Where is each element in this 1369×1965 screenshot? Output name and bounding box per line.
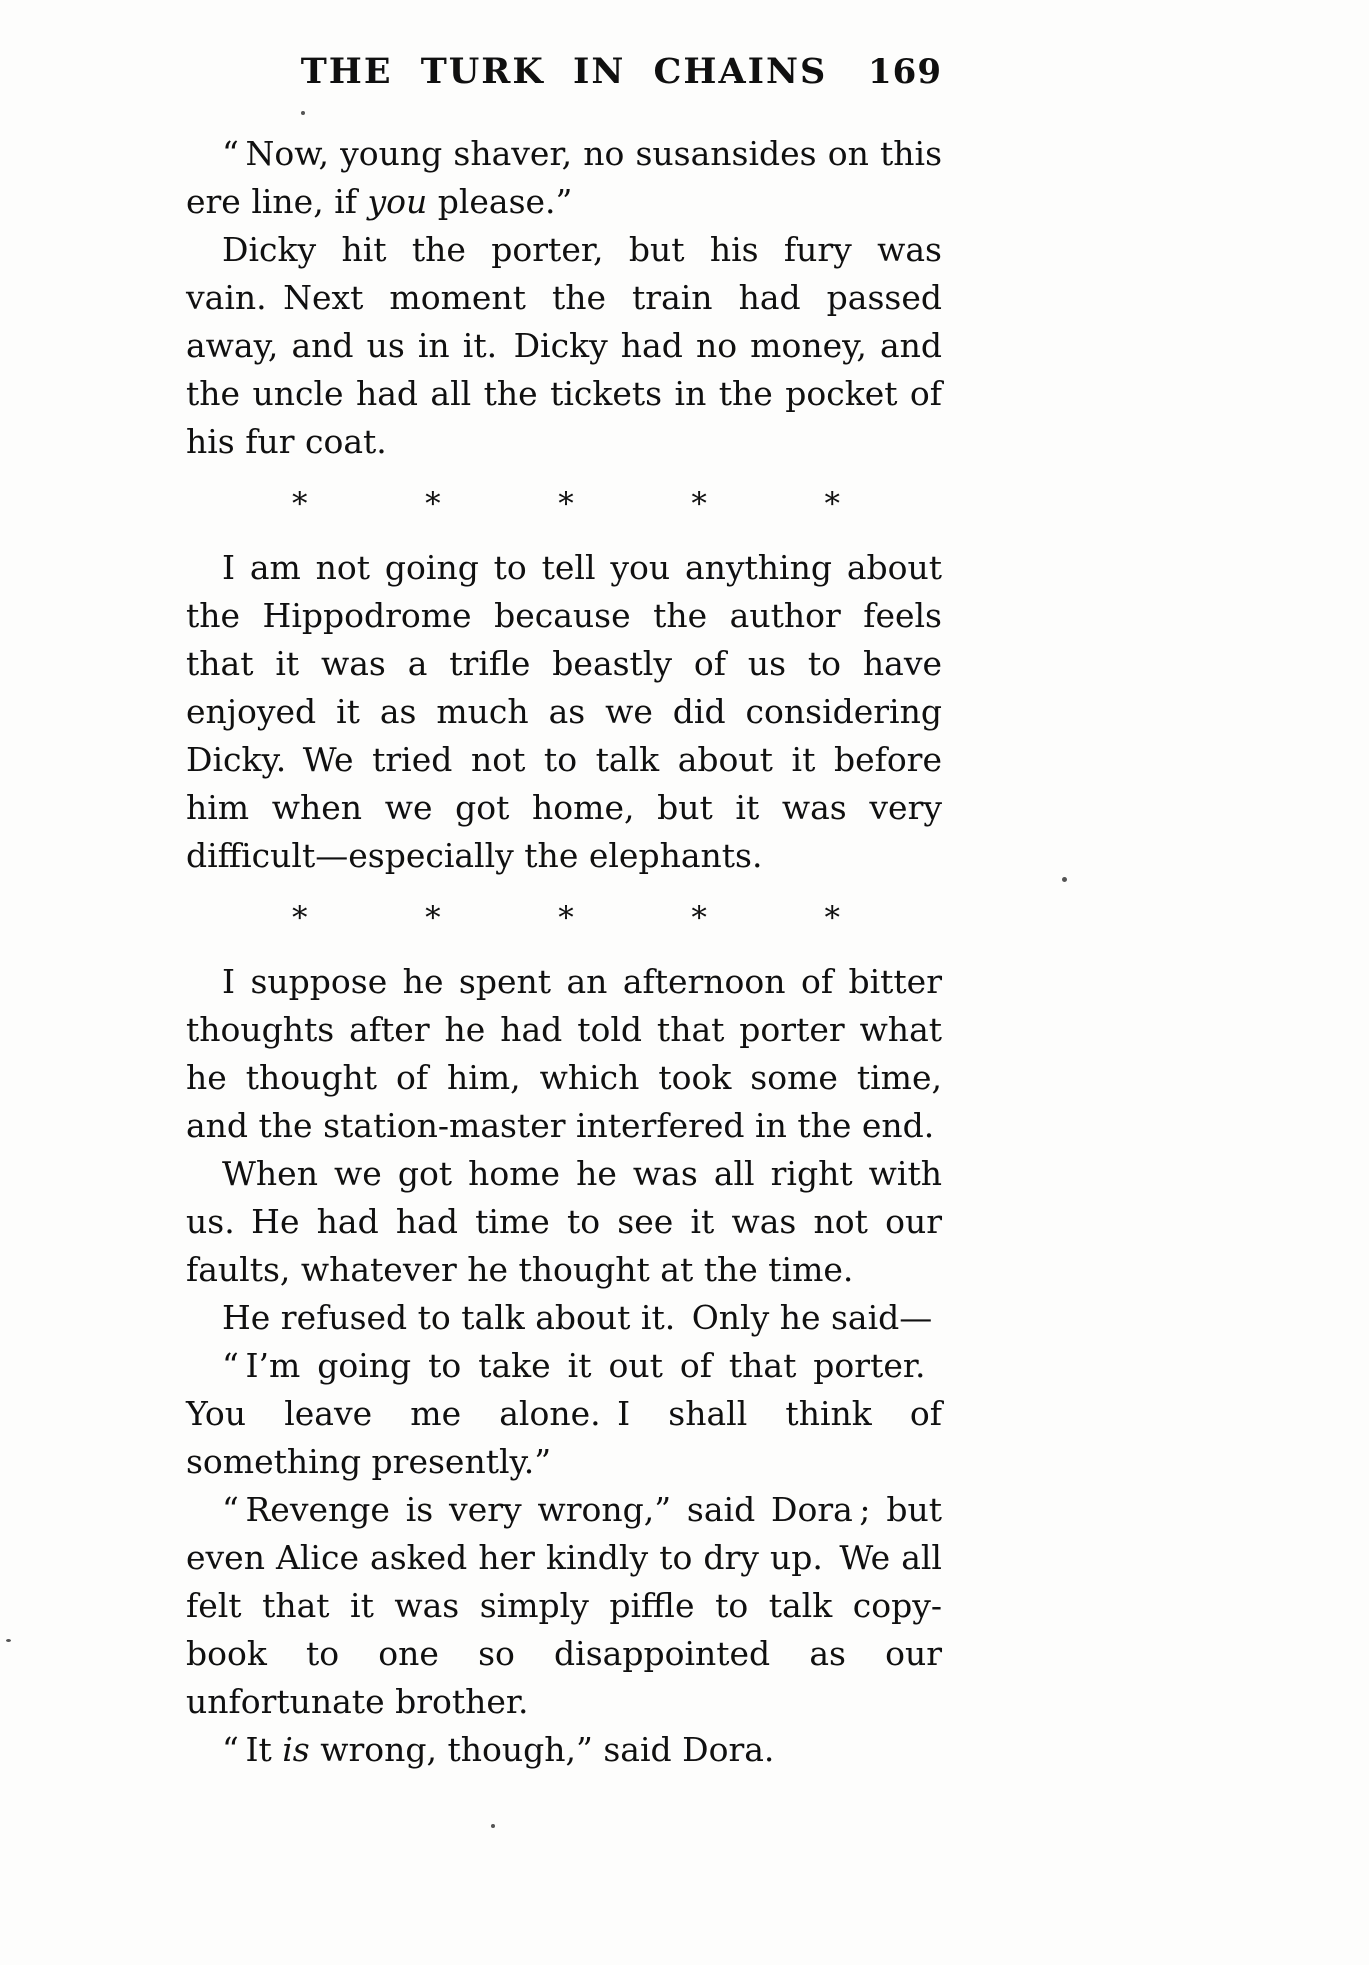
text-run: “ Revenge is very wrong,” said Dora ; but even Alice asked her kindly to dry up. We all felt that it was simply piffle to talk copy-book to one so disappointed as our unfortunate brother. [186, 1490, 942, 1721]
paragraph [186, 1150, 942, 1294]
page-header [186, 50, 942, 96]
separator-asterisk: * [425, 900, 441, 936]
paragraph [186, 1294, 942, 1342]
paragraph [186, 1726, 942, 1774]
separator-asterisk: * [425, 486, 441, 522]
page-text [186, 130, 942, 1774]
page-number: 169 [868, 52, 942, 92]
scan-speck [301, 111, 305, 115]
paragraph [186, 1486, 942, 1726]
paragraph [186, 544, 942, 880]
scan-speck [6, 1639, 11, 1642]
separator-asterisk: * [691, 900, 707, 936]
separator-asterisk: * [558, 900, 574, 936]
text-run: “ Now, young shaver, no susansides on this ere line, if [186, 134, 942, 221]
separator-asterisk: * [558, 486, 574, 522]
section-separator [186, 480, 942, 528]
text-run: When we got home he was all right with us. He had had time to see it was not our faults, whatever he thought at the time. [186, 1154, 942, 1289]
scan-speck [491, 1824, 495, 1828]
italic-text-run: you [367, 182, 428, 221]
text-run: wrong, though,” said Dora. [309, 1730, 775, 1769]
text-run: I am not going to tell you anything about the Hippodrome because the author feels that it was a trifle beastly of us to have enjoyed it as much as we did considering Dicky. We tried not to talk about it before him when we got home, but it was very difficult—especially the elephants. [186, 548, 942, 875]
paragraph [186, 1342, 942, 1486]
running-title: THE TURK IN CHAINS [300, 51, 828, 92]
separator-asterisk: * [824, 900, 840, 936]
separator-asterisk: * [292, 900, 308, 936]
italic-text-run: is [282, 1730, 310, 1769]
paragraph [186, 226, 942, 466]
text-run: “ It [222, 1730, 283, 1769]
paragraph [186, 130, 942, 226]
text-run: “ I’m going to take it out of that porter. You leave me alone. I shall think of something presently.” [186, 1346, 942, 1481]
separator-asterisk: * [292, 486, 308, 522]
text-run: please.” [427, 182, 573, 221]
text-run: Dicky hit the porter, but his fury was vain. Next moment the train had passed away, and us in it. Dicky had no money, and the uncle had all the tickets in the pocket of his fur coat. [186, 230, 942, 461]
separator-asterisk: * [824, 486, 840, 522]
paragraph [186, 958, 942, 1150]
text-run: He refused to talk about it. Only he said— [222, 1298, 933, 1337]
section-separator [186, 894, 942, 942]
separator-asterisk: * [691, 486, 707, 522]
scan-speck [1062, 877, 1067, 882]
text-run: I suppose he spent an afternoon of bitter thoughts after he had told that porter what he thought of him, which took some time, and the station-master interfered in the end. [186, 962, 942, 1145]
